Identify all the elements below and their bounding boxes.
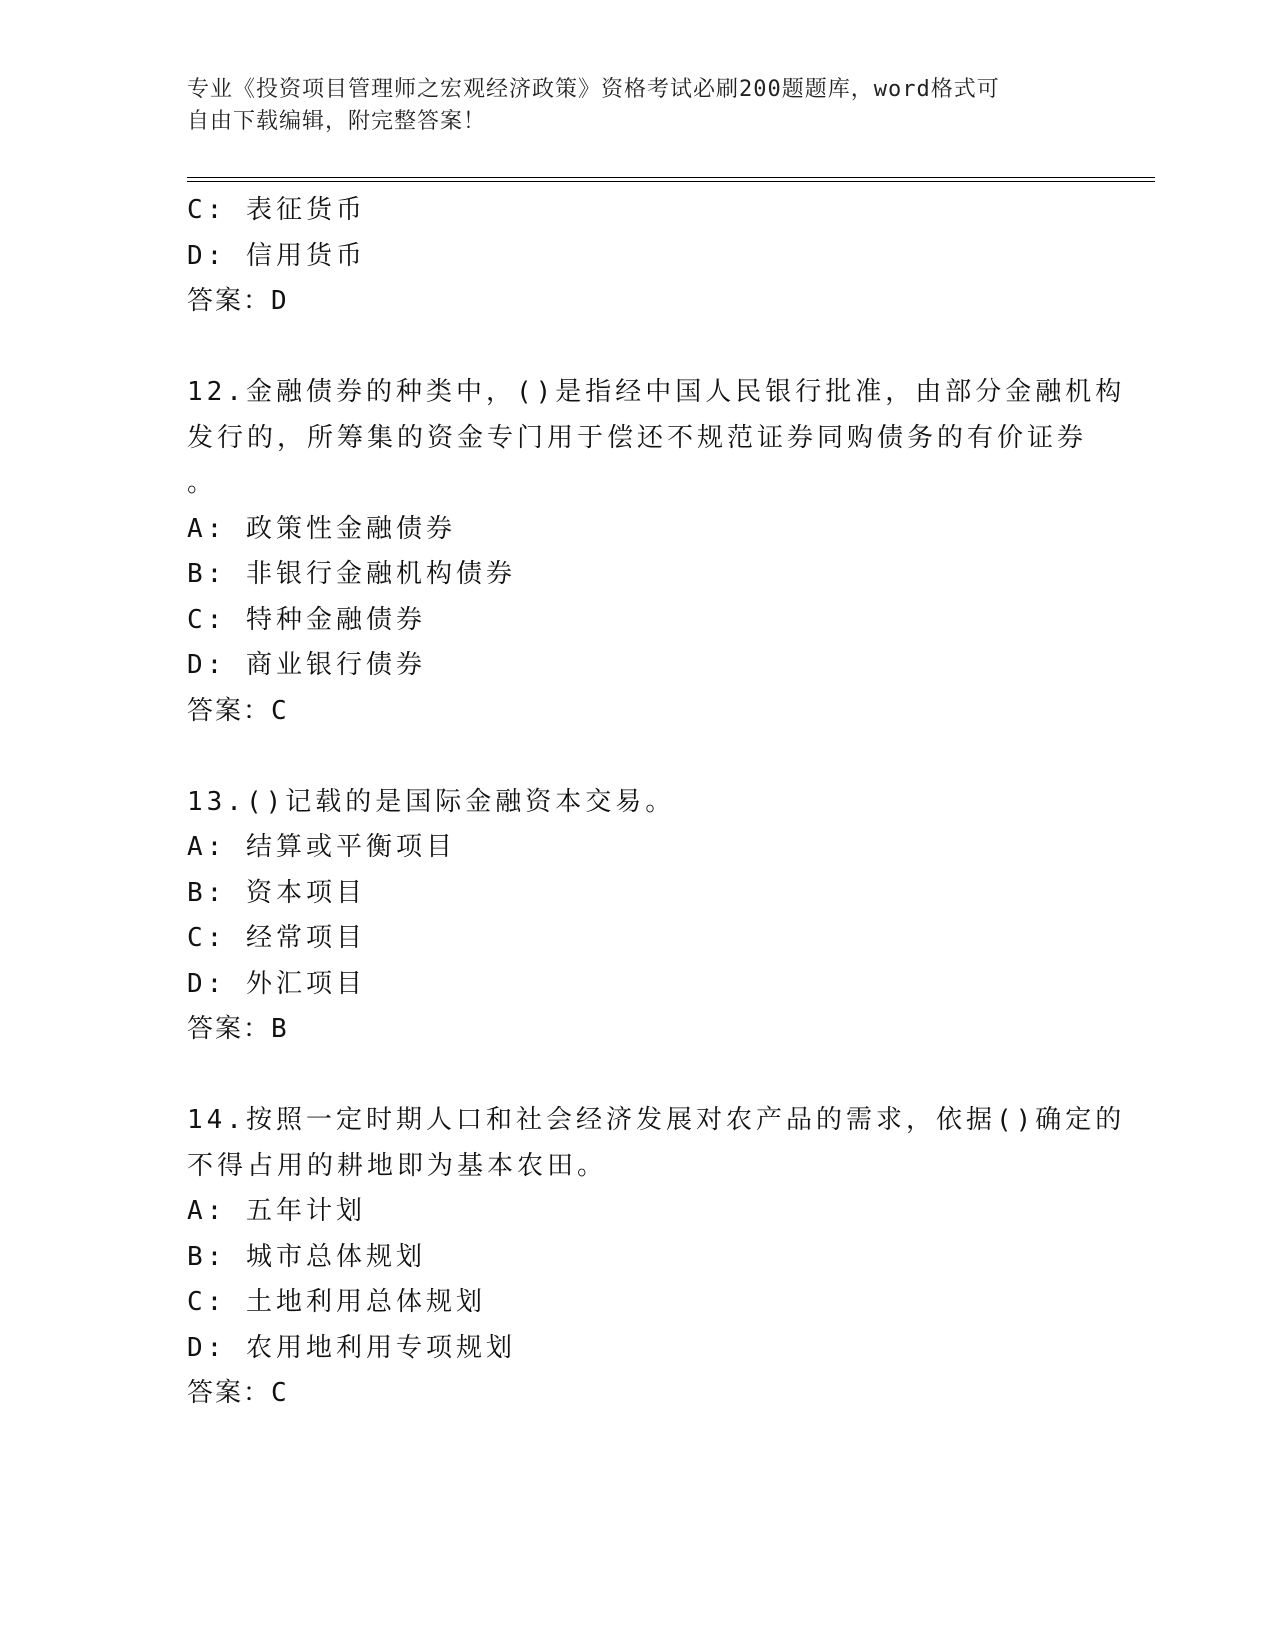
question-text-line: 发行的，所筹集的资金专门用于偿还不规范证券同购债务的有价证券 (187, 422, 1088, 453)
option-c: C: 特种金融债券 (187, 604, 426, 635)
page-header (187, 74, 1067, 138)
header-line-1: 专业《投资项目管理师之宏观经济政策》资格考试必刷200题题库，word格式可 (187, 77, 1000, 102)
option-d: D: 商业银行债券 (187, 650, 426, 680)
option-c: C: 经常项目 (187, 923, 366, 953)
answer: 答案：B (187, 1014, 289, 1044)
question-text-line: 14.按照一定时期人口和社会经济发展对农产品的需求，依据()确定的 (187, 1105, 1126, 1135)
option-d: D: 外汇项目 (187, 968, 366, 999)
answer: 答案：C (187, 1378, 289, 1408)
option-d: D: 农用地利用专项规划 (187, 1332, 516, 1363)
option-b: B: 非银行金融机构债券 (187, 559, 516, 589)
spacer (187, 1053, 1087, 1099)
spacer (187, 734, 1087, 780)
option-b: B: 城市总体规划 (187, 1241, 426, 1272)
answer: 答案：D (187, 286, 289, 316)
header-line-2: 自由下载编辑，附完整答案！ (187, 109, 487, 134)
option-a: A: 政策性金融债券 (187, 513, 456, 544)
option-d: D: 信用货币 (187, 240, 366, 271)
option-a: A: 结算或平衡项目 (187, 832, 456, 862)
spacer (187, 325, 1087, 371)
question-12 (187, 370, 1126, 734)
question-13 (187, 780, 1087, 1053)
question-text-line: 不得占用的耕地即为基本农田。 (187, 1150, 608, 1181)
document-body (187, 188, 1126, 1417)
answer: 答案：C (187, 695, 289, 726)
option-c: C: 表征货币 (187, 195, 366, 225)
option-b: B: 资本项目 (187, 877, 366, 908)
previous-question-tail (187, 188, 1087, 325)
header-divider (187, 177, 1155, 182)
option-c: C: 土地利用总体规划 (187, 1287, 486, 1317)
question-text-line: 13.()记载的是国际金融资本交易。 (187, 786, 676, 817)
option-a: A: 五年计划 (187, 1196, 366, 1226)
question-text-line: 。 (187, 468, 218, 498)
question-text-line: 12.金融债券的种类中，()是指经中国人民银行批准，由部分金融机构 (187, 377, 1126, 407)
question-14 (187, 1098, 1126, 1417)
